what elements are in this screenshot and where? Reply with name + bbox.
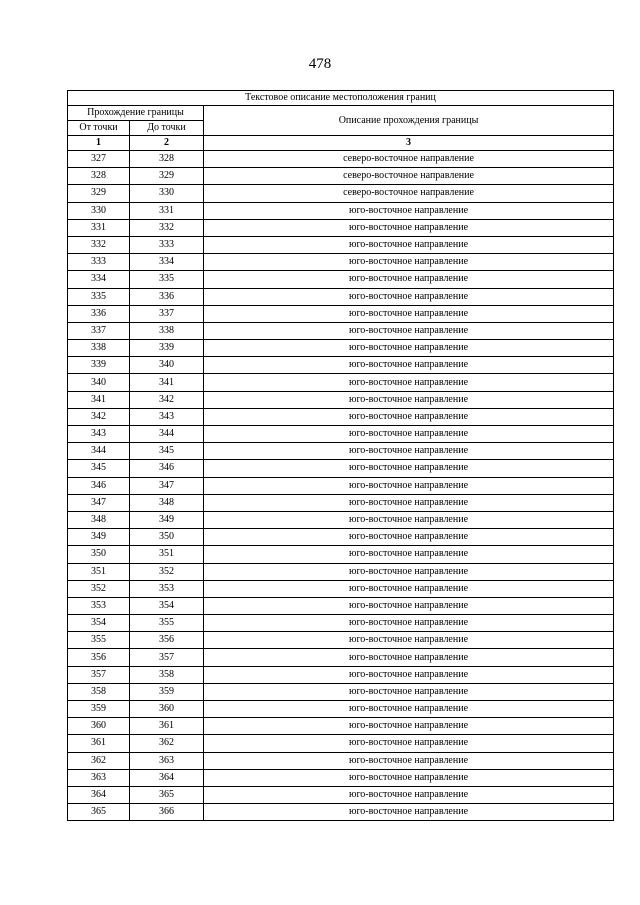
cell-to: 335 <box>130 271 204 288</box>
cell-to: 339 <box>130 340 204 357</box>
cell-to: 365 <box>130 786 204 803</box>
cell-from: 333 <box>68 254 130 271</box>
table-row <box>68 683 614 700</box>
cell-from: 329 <box>68 185 130 202</box>
cell-desc: юго-восточное направление <box>204 597 614 614</box>
cell-from: 344 <box>68 443 130 460</box>
cell-from: 364 <box>68 786 130 803</box>
cell-from: 331 <box>68 219 130 236</box>
table-row <box>68 168 614 185</box>
table-row <box>68 271 614 288</box>
table-row <box>68 340 614 357</box>
cell-desc: юго-восточное направление <box>204 426 614 443</box>
cell-desc: юго-восточное направление <box>204 236 614 253</box>
table-row <box>68 752 614 769</box>
table-row <box>68 632 614 649</box>
cell-desc: юго-восточное направление <box>204 701 614 718</box>
cell-to: 343 <box>130 408 204 425</box>
cell-to: 361 <box>130 718 204 735</box>
cell-to: 333 <box>130 236 204 253</box>
cell-to: 362 <box>130 735 204 752</box>
table-row <box>68 236 614 253</box>
cell-desc: юго-восточное направление <box>204 615 614 632</box>
cell-to: 330 <box>130 185 204 202</box>
cell-from: 335 <box>68 288 130 305</box>
cell-desc: юго-восточное направление <box>204 769 614 786</box>
cell-desc: юго-восточное направление <box>204 649 614 666</box>
from-header: От точки <box>68 121 130 136</box>
table-row <box>68 769 614 786</box>
cell-from: 338 <box>68 340 130 357</box>
cell-from: 349 <box>68 529 130 546</box>
cell-to: 351 <box>130 546 204 563</box>
table-row <box>68 305 614 322</box>
cell-from: 330 <box>68 202 130 219</box>
cell-to: 329 <box>130 168 204 185</box>
cell-to: 356 <box>130 632 204 649</box>
cell-desc: юго-восточное направление <box>204 357 614 374</box>
cell-from: 365 <box>68 804 130 821</box>
cell-to: 345 <box>130 443 204 460</box>
cell-from: 343 <box>68 426 130 443</box>
cell-to: 366 <box>130 804 204 821</box>
table-row <box>68 357 614 374</box>
table-row <box>68 460 614 477</box>
cell-to: 337 <box>130 305 204 322</box>
cell-from: 356 <box>68 649 130 666</box>
table-row <box>68 322 614 339</box>
cell-from: 357 <box>68 666 130 683</box>
cell-desc: юго-восточное направление <box>204 752 614 769</box>
table-row <box>68 615 614 632</box>
cell-desc: юго-восточное направление <box>204 202 614 219</box>
cell-desc: юго-восточное направление <box>204 786 614 803</box>
table-row <box>68 151 614 168</box>
cell-to: 349 <box>130 511 204 528</box>
cell-from: 340 <box>68 374 130 391</box>
table-body <box>68 91 614 821</box>
table-row <box>68 563 614 580</box>
cell-to: 341 <box>130 374 204 391</box>
cell-to: 350 <box>130 529 204 546</box>
cell-to: 347 <box>130 477 204 494</box>
cell-to: 342 <box>130 391 204 408</box>
cell-from: 361 <box>68 735 130 752</box>
cell-desc: северо-восточное направление <box>204 185 614 202</box>
cell-from: 355 <box>68 632 130 649</box>
cell-desc: юго-восточное направление <box>204 804 614 821</box>
cell-from: 351 <box>68 563 130 580</box>
cell-desc: северо-восточное направление <box>204 151 614 168</box>
table-row <box>68 804 614 821</box>
cell-desc: юго-восточное направление <box>204 632 614 649</box>
cell-from: 341 <box>68 391 130 408</box>
table-row <box>68 529 614 546</box>
cell-to: 363 <box>130 752 204 769</box>
cell-desc: юго-восточное направление <box>204 254 614 271</box>
cell-to: 334 <box>130 254 204 271</box>
cell-from: 342 <box>68 408 130 425</box>
cell-from: 337 <box>68 322 130 339</box>
cell-to: 340 <box>130 357 204 374</box>
desc-header: Описание прохождения границы <box>204 106 614 136</box>
group-header: Прохождение границы <box>68 106 204 121</box>
table-row <box>68 701 614 718</box>
table-row <box>68 391 614 408</box>
table-row <box>68 185 614 202</box>
table-row <box>68 494 614 511</box>
cell-from: 352 <box>68 580 130 597</box>
cell-from: 348 <box>68 511 130 528</box>
cell-desc: юго-восточное направление <box>204 288 614 305</box>
cell-desc: юго-восточное направление <box>204 735 614 752</box>
cell-to: 328 <box>130 151 204 168</box>
table-title: Текстовое описание местоположения границ <box>68 91 614 106</box>
table-row <box>68 786 614 803</box>
cell-desc: юго-восточное направление <box>204 322 614 339</box>
cell-to: 336 <box>130 288 204 305</box>
cell-to: 359 <box>130 683 204 700</box>
table-row <box>68 219 614 236</box>
cell-from: 339 <box>68 357 130 374</box>
boundary-table <box>67 90 614 821</box>
table-row <box>68 477 614 494</box>
to-header: До точки <box>130 121 204 136</box>
cell-to: 346 <box>130 460 204 477</box>
column-number: 2 <box>130 136 204 151</box>
cell-from: 350 <box>68 546 130 563</box>
page-number: 478 <box>308 56 332 72</box>
cell-to: 344 <box>130 426 204 443</box>
table-title-row <box>68 91 614 106</box>
table-row <box>68 666 614 683</box>
column-number: 3 <box>204 136 614 151</box>
cell-desc: юго-восточное направление <box>204 408 614 425</box>
cell-desc: северо-восточное направление <box>204 168 614 185</box>
cell-desc: юго-восточное направление <box>204 374 614 391</box>
cell-desc: юго-восточное направление <box>204 305 614 322</box>
cell-from: 327 <box>68 151 130 168</box>
cell-from: 328 <box>68 168 130 185</box>
cell-to: 358 <box>130 666 204 683</box>
table-row <box>68 597 614 614</box>
cell-desc: юго-восточное направление <box>204 391 614 408</box>
cell-from: 363 <box>68 769 130 786</box>
cell-from: 345 <box>68 460 130 477</box>
cell-desc: юго-восточное направление <box>204 477 614 494</box>
cell-desc: юго-восточное направление <box>204 683 614 700</box>
cell-to: 332 <box>130 219 204 236</box>
table-row <box>68 202 614 219</box>
cell-desc: юго-восточное направление <box>204 529 614 546</box>
cell-to: 355 <box>130 615 204 632</box>
table-row <box>68 546 614 563</box>
cell-from: 353 <box>68 597 130 614</box>
cell-desc: юго-восточное направление <box>204 718 614 735</box>
cell-from: 358 <box>68 683 130 700</box>
cell-desc: юго-восточное направление <box>204 460 614 477</box>
cell-to: 360 <box>130 701 204 718</box>
table-row <box>68 254 614 271</box>
cell-desc: юго-восточное направление <box>204 271 614 288</box>
cell-to: 354 <box>130 597 204 614</box>
cell-to: 357 <box>130 649 204 666</box>
cell-desc: юго-восточное направление <box>204 340 614 357</box>
cell-desc: юго-восточное направление <box>204 511 614 528</box>
cell-desc: юго-восточное направление <box>204 580 614 597</box>
table-row <box>68 426 614 443</box>
table-row <box>68 288 614 305</box>
cell-from: 336 <box>68 305 130 322</box>
cell-to: 353 <box>130 580 204 597</box>
column-number-row <box>68 136 614 151</box>
cell-to: 364 <box>130 769 204 786</box>
cell-desc: юго-восточное направление <box>204 546 614 563</box>
cell-from: 347 <box>68 494 130 511</box>
cell-to: 338 <box>130 322 204 339</box>
table-row <box>68 718 614 735</box>
cell-from: 354 <box>68 615 130 632</box>
cell-from: 334 <box>68 271 130 288</box>
cell-from: 360 <box>68 718 130 735</box>
table-row <box>68 443 614 460</box>
table-row <box>68 735 614 752</box>
column-number: 1 <box>68 136 130 151</box>
table-row <box>68 580 614 597</box>
cell-from: 332 <box>68 236 130 253</box>
table-row <box>68 374 614 391</box>
cell-from: 359 <box>68 701 130 718</box>
cell-to: 331 <box>130 202 204 219</box>
cell-desc: юго-восточное направление <box>204 443 614 460</box>
cell-to: 352 <box>130 563 204 580</box>
table-row <box>68 511 614 528</box>
table-row <box>68 408 614 425</box>
cell-desc: юго-восточное направление <box>204 666 614 683</box>
cell-desc: юго-восточное направление <box>204 219 614 236</box>
cell-from: 346 <box>68 477 130 494</box>
table-row <box>68 649 614 666</box>
cell-to: 348 <box>130 494 204 511</box>
cell-desc: юго-восточное направление <box>204 494 614 511</box>
header-row <box>68 106 614 121</box>
cell-desc: юго-восточное направление <box>204 563 614 580</box>
cell-from: 362 <box>68 752 130 769</box>
